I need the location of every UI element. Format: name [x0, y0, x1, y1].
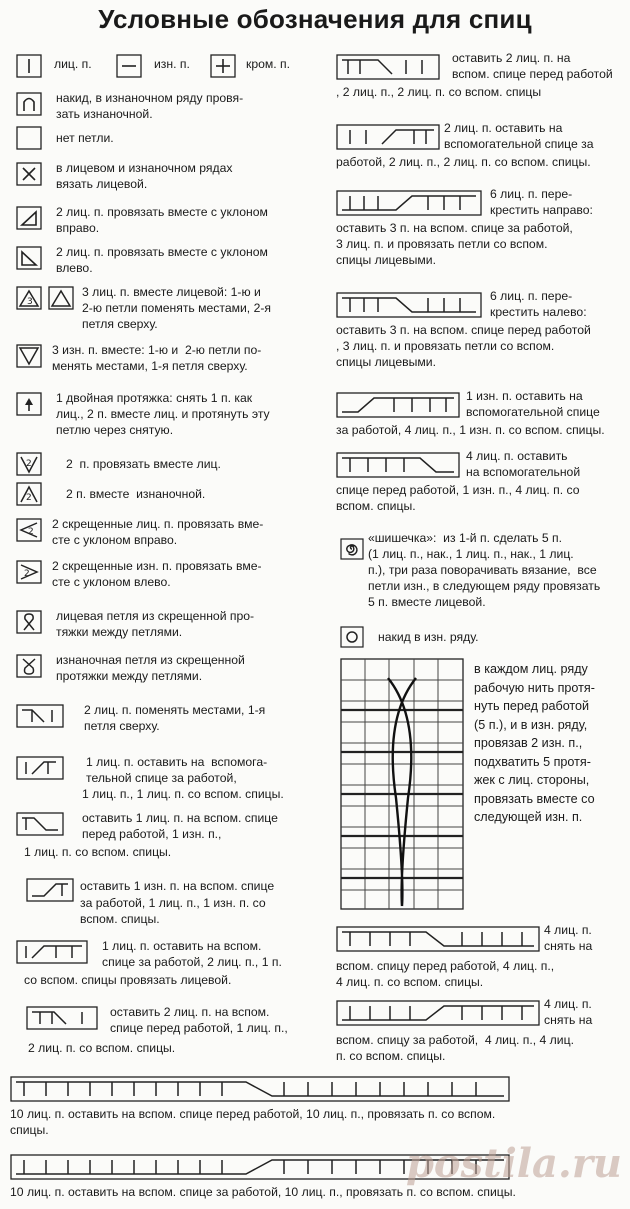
legend-item-knit-purl-edge: лиц. п. изн. п. кром. п. [16, 52, 336, 80]
legend-item-6-cross-left: 6 лиц. п. пере- крестить налево: оставить 3 п. на вспом. спице перед работой , 3 лиц. п. и провязать петли со вспом. спицы лицевыми. [336, 289, 591, 369]
svg-text:2: 2 [24, 569, 30, 579]
legend-item-2-2-cross-back: 2 лиц. п. оставить на вспомогательной спице за работой, 2 лиц. п., 2 лиц. п. со вспом. спицы. [336, 121, 594, 169]
cable-4-4-back-icon [336, 1000, 540, 1026]
svg-text:2: 2 [28, 527, 34, 537]
watermark: postila.ru [405, 1140, 622, 1187]
legend-item-knit-purl-front: оставить 1 лиц. п. на вспом. спице перед работой, 1 изн. п., 1 лиц. п. со вспом. спицы. [16, 810, 336, 860]
svg-text:2: 2 [26, 459, 32, 469]
legend-item-1-1-cross-back: 1 лиц. п. оставить на вспомога- тельной спице за работой, 1 лиц. п., 1 лиц. п. со вспом. спицы. [16, 754, 336, 804]
circle-icon [340, 626, 364, 648]
legend-item-10-10-cross-back: 10 лиц. п. оставить на вспом. спице за работой, 10 лиц. п., провязать п. со вспом. спицы. [10, 1150, 626, 1206]
legend-item-purl-knit-back: оставить 1 изн. п. на вспом. спице за работой, 1 лиц. п., 1 изн. п. со вспом. спицы. [16, 878, 336, 928]
cable-2-right-icon [16, 704, 64, 728]
legend-item-yarn-over: накид, в изнаночном ряду провя- зать изнаночной. [16, 90, 336, 124]
legend-item-twisted-k2tog: 2 2 скрещенные лиц. п. провязать вме- сте с уклоном вправо. [16, 516, 336, 550]
cross-icon [16, 162, 42, 186]
legend-item-twisted-purl-loop: изнаночная петля из скрещенной протяжки между петлями. [16, 652, 336, 686]
legend-item-2-knit-swap: 2 лиц. п. поменять местами, 1-я петля сверху. [16, 702, 336, 736]
legend-item-knit-both-rows: в лицевом и изнаночном рядах вязать лицевой. [16, 160, 336, 194]
triangle-3-icon [16, 286, 42, 310]
left-angle-2-icon [16, 518, 42, 542]
svg-text:2: 2 [26, 493, 32, 503]
purl-stitch-icon [116, 54, 142, 78]
strand-grid-icon [340, 658, 464, 910]
cable-purl-knit-back-icon [26, 878, 74, 902]
inverted-triangle-icon [16, 344, 42, 368]
cable-3-3-left-icon [336, 292, 482, 318]
legend-item-k3tog: 3 3 лиц. п. вместе лицевой: 1-ю и 2-ю петли поменять местами, 2-я петля сверху. [16, 284, 336, 334]
cable-3-3-right-icon [336, 190, 482, 216]
legend-item-knit-4-front: 4 лиц. п. оставить на вспомогательной спице перед работой, 1 изн. п., 4 лиц. п. со вспом. спицы. [336, 449, 581, 513]
v-2-icon [16, 452, 42, 476]
legend-item-strand-pattern: в каждом лиц. ряду рабочую нить протя- нуть перед работой (5 п.), и в изн. ряду, провязав 2 изн. п., подхватить 5 протя- жек с лиц. стороны, провязать вместе со следующей изн. п. [336, 654, 626, 916]
cable-2-1-front-icon [26, 1006, 98, 1030]
yarn-over-arch-icon [16, 92, 42, 116]
legend-item-2-2-cross-front: оставить 2 лиц. п. на вспом. спице перед работой , 2 лиц. п., 2 лиц. п. со вспом. спицы [336, 51, 613, 99]
left-slant-triangle-icon [16, 246, 42, 270]
twisted-purl-loop-icon [16, 654, 42, 678]
twisted-loop-icon [16, 610, 42, 634]
cable-2-2-front-icon [336, 54, 440, 80]
spiral-icon [340, 538, 364, 560]
legend-item-10-10-cross-front: 10 лиц. п. оставить на вспом. спице перед работой, 10 лиц. п., провязать п. со вспом. спицы. [10, 1072, 626, 1142]
page-title: Условные обозначения для спиц [98, 4, 532, 34]
legend-item-2-1-cross-front: оставить 2 лиц. п. на вспом. спице перед работой, 1 лиц. п., 2 лиц. п. со вспом. спицы. [28, 1005, 288, 1055]
legend-item-k2tog-right: 2 лиц. п. провязать вместе с уклоном вправо. [16, 204, 336, 238]
right-slant-triangle-icon [16, 206, 42, 230]
legend-item-no-stitch: нет петли. [16, 126, 336, 152]
legend-item-4-4-cross-front: 4 лиц. п. снять на вспом. спицу перед работой, 4 лиц. п., 4 лиц. п. со вспом. спицы. [336, 923, 593, 989]
triangle-icon [48, 286, 74, 310]
caret-2-icon [16, 482, 42, 506]
svg-text:3: 3 [27, 297, 33, 307]
legend-item-k2tog: 2 2 п. провязать вместе лиц. [16, 452, 336, 478]
knit-stitch-icon [16, 54, 42, 78]
legend-item-twisted-knit-loop: лицевая петля из скрещенной про- тяжки между петлями. [16, 608, 336, 642]
cable-1-2-back-icon [16, 940, 88, 964]
legend-item-purl-4-back: 1 изн. п. оставить на вспомогательной спице за работой, 4 лиц. п., 1 изн. п. со вспом. спицы. [336, 389, 605, 437]
cable-1-4-back-icon [336, 392, 460, 418]
legend-item-double-decrease: 1 двойная протяжка: снять 1 п. как лиц., 2 п. вместе лиц. и протянуть эту петлю через снятую. [16, 390, 336, 440]
arrow-up-icon [16, 392, 42, 416]
legend-item-4-4-cross-back: 4 лиц. п. снять на вспом. спицу за работой, 4 лиц. п., 4 лиц. п. со вспом. спицы. [336, 997, 593, 1063]
legend-item-twisted-p2tog: 2 2 скрещенные изн. п. провязать вме- сте с уклоном влево. [16, 558, 336, 592]
legend-item-yo-purl-row: накид в изн. ряду. [336, 626, 626, 650]
edge-stitch-icon [210, 54, 236, 78]
legend-item-k2tog-left: 2 лиц. п. провязать вместе с уклоном влево. [16, 244, 336, 278]
legend-item-bobble: «шишечка»: из 1-й п. сделать 5 п. (1 лиц. п., нак., 1 лиц. п., нак., 1 лиц. п.), три раза поворачивать вязание, все петли изн., в следующем ряду провязать 5 п. вместе лицевой. [336, 530, 626, 618]
right-angle-2-icon [16, 560, 42, 584]
legend-item-6-cross-right: 6 лиц. п. пере- крестить направо: оставить 3 п. на вспом. спице за работой, 3 лиц. п. и провязать петли со вспом. спицы лицевыми. [336, 187, 593, 267]
empty-square-icon [16, 126, 42, 150]
cable-2-2-back-icon [336, 124, 440, 150]
cable-4-4-front-icon [336, 926, 540, 952]
legend-item-p3tog: 3 изн. п. вместе: 1-ю и 2-ю петли по- менять местами, 1-я петля сверху. [16, 342, 336, 376]
cable-knit-purl-front-icon [16, 812, 64, 836]
legend-item-1-2-cross-back: 1 лиц. п. оставить на вспом. спице за работой, 2 лиц. п., 1 п. со вспом. спицы провязать лицевой. [16, 938, 336, 988]
cable-10-10-front-icon [10, 1076, 510, 1102]
cable-4-1-front-icon [336, 452, 460, 478]
cable-1-1-back-icon [16, 756, 64, 780]
legend-item-p2tog: 2 2 п. вместе изнаночной. [16, 482, 336, 508]
